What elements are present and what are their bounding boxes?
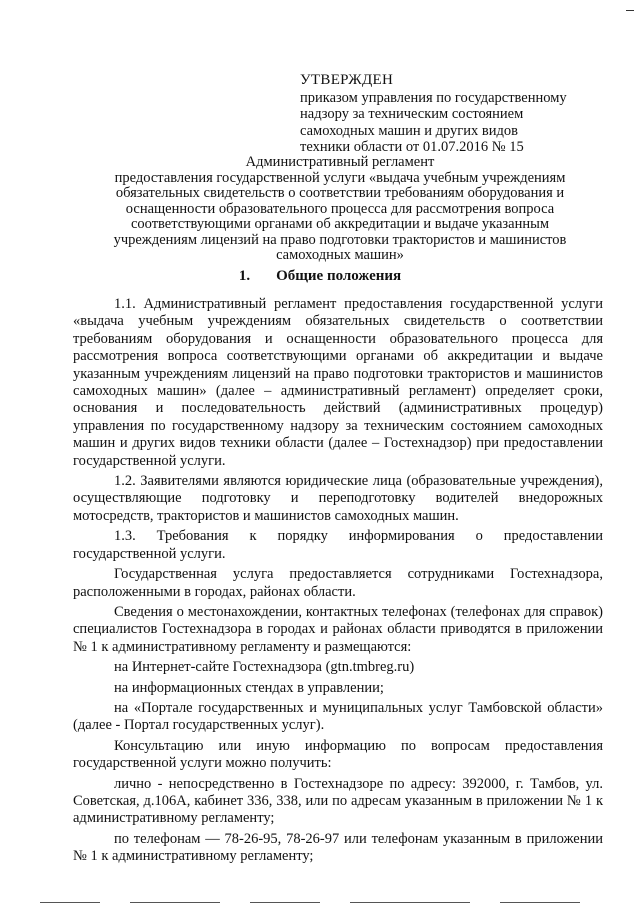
paragraph: на «Портале государственных и муниципальных услуг Тамбовской области» (далее - Портал государственных услуг). bbox=[73, 699, 603, 734]
scan-mark bbox=[626, 10, 634, 11]
regulation-title-line: оснащенности образовательного процесса для рассмотрения вопроса bbox=[125, 200, 555, 217]
scan-artifact bbox=[500, 902, 580, 903]
regulation-title-line: предоставления государственной услуги «выдача учебным учреждениям bbox=[114, 169, 566, 186]
regulation-title-line: соответствующими органами об аккредитации и выдаче указанным bbox=[130, 216, 550, 232]
paragraph: по телефонам — 78-26-95, 78-26-97 или телефонам указанным в приложении № 1 к административному регламенту; bbox=[73, 830, 603, 865]
approval-heading: УТВЕРЖДЕН bbox=[300, 72, 394, 88]
scan-artifact bbox=[40, 902, 100, 903]
paragraph: лично - непосредственно в Гостехнадзоре по адресу: 392000, г. Тамбов, ул. Советская, д.106А, кабинет 336, 338, или по адресам указанным в приложении № 1 к административному регламенту; bbox=[73, 775, 603, 827]
scan-artifact bbox=[250, 902, 320, 903]
approval-line: самоходных машин и других видов bbox=[300, 122, 518, 139]
document-body bbox=[73, 296, 603, 869]
regulation-title bbox=[90, 155, 590, 264]
paragraph: на Интернет-сайте Гостехнадзора (gtn.tmbreg.ru) bbox=[114, 659, 415, 676]
approval-line: надзору за техническим состоянием bbox=[300, 106, 524, 122]
section-title: Общие положения bbox=[276, 268, 402, 284]
paragraph: Государственная услуга предоставляется сотрудниками Гостехнадзора, расположенными в городах, районах области. bbox=[73, 566, 603, 600]
paragraph: 1.1. Административный регламент предоставления государственной услуги «выдача учебным учреждениям обязательных свидетельств о соответствии требованиям оборудования и оснащенности образовательного процесса для рассмотрения вопроса соответствующими органами об аккредитации и выдаче указанным учреждениям лицензий на право подготовки трактористов и машинистов самоходных машин» (далее – административный регламент) определяет сроки, основания и последовательность действий (административных процедур) управления по государственному надзору за техническим состоянием самоходных машин и других видов техники области (далее – Гостехнадзор) при предоставлении государственной услуги. bbox=[73, 296, 603, 469]
paragraph: на информационных стендах в управлении; bbox=[114, 679, 384, 696]
scan-artifact bbox=[350, 902, 470, 903]
paragraph: 1.2. Заявителями являются юридические лица (образовательные учреждения), осуществляющие подготовку и переподготовку водителей внедорожных мотосредств, трактористов и машинистов самоходных машин. bbox=[73, 473, 603, 524]
paragraph: 1.3. Требования к порядку информирования о предоставлении государственной услуги. bbox=[73, 528, 603, 562]
approval-block bbox=[300, 72, 600, 156]
regulation-title-line: обязательных свидетельств о соответствии требованиям оборудования и bbox=[115, 185, 565, 201]
regulation-title-line: учреждениям лицензий на право подготовки трактористов и машинистов bbox=[113, 231, 567, 248]
scan-artifact bbox=[130, 902, 220, 903]
section-number: 1. bbox=[238, 268, 251, 284]
paragraph: Сведения о местонахождении, контактных телефонах (телефонах для справок) специалистов Гостехнадзора в городах и районах области приводятся в приложении № 1 к административному регламенту и размещаются: bbox=[73, 603, 603, 655]
paragraph: Консультацию или иную информацию по вопросам предоставления государственной услуги можно получить: bbox=[73, 737, 603, 772]
approval-line: приказом управления по государственному bbox=[300, 89, 567, 106]
regulation-title-line: самоходных машин» bbox=[276, 247, 404, 263]
scan-edge bbox=[0, 897, 640, 905]
approval-line: техники области от 01.07.2016 № 15 bbox=[300, 139, 524, 155]
regulation-title-line: Административный регламент bbox=[245, 154, 435, 170]
section-heading bbox=[0, 268, 640, 285]
